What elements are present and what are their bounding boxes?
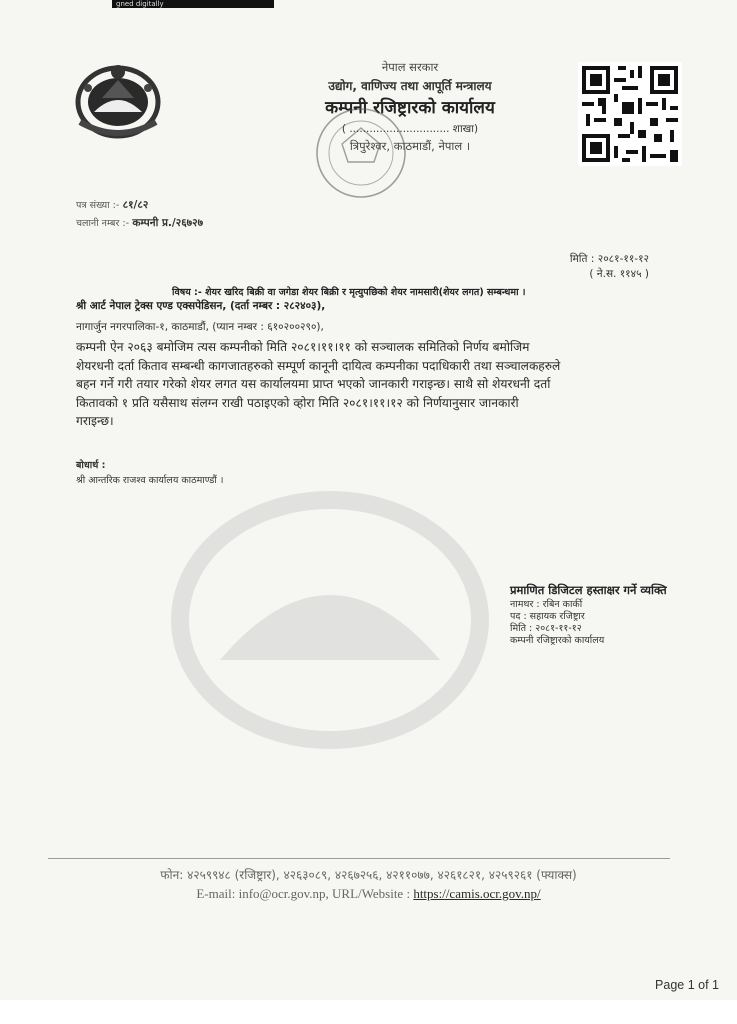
signatory-position: पद : सहायक रजिष्ट्रार: [510, 611, 585, 622]
signatory-name: नामथर : रबिन कार्की: [510, 599, 583, 610]
letter-body: [76, 338, 676, 431]
nepal-emblem-icon: [72, 58, 164, 140]
ministry-name: उद्योग, वाणिज्य तथा आपूर्ति मन्त्रालय: [328, 79, 492, 93]
addressee-name: श्री आर्ट नेपाल ट्रेक्स एण्ड एक्सपेडिसन, (दर्ता नम्बर : २८२४०३),: [76, 300, 326, 312]
letter-number-label: पत्र संख्या :-: [76, 200, 120, 211]
footer-phones: फोन: ४२५९९४८ (रजिष्ट्रार), ४२६३०८९, ४२६७२५६, ४२११०७७, ४२६१८२१, ४२५९२६१ (फ्याक्स): [160, 868, 577, 882]
page-indicator: Page 1 of 1: [655, 978, 719, 992]
addressee-address: नागार्जुन नगरपालिका-१, काठमाडौं, (प्यान नम्बर : ६१०२००२९०),: [76, 321, 324, 333]
body-line: शेयरधनी दर्ता किताव सम्बन्धी कागजातहरुको सम्पूर्ण कानूनी दायित्व कम्पनीका पदाधिकारी तथा सञ्चालकहरुले: [76, 358, 561, 373]
letter-date: [570, 252, 649, 282]
subject-line: विषय :- शेयर खरिद बिक्री वा जगेडा शेयर बिक्री र मृत्युपछिको शेयर नामसारी(शेयर लगत) सम्बन्धमा ।: [172, 287, 526, 298]
signature-banner: gned digitally: [112, 0, 274, 8]
website-link[interactable]: https://camis.ocr.gov.np/: [413, 886, 541, 901]
addressee: [76, 298, 325, 335]
body-line: कितावको १ प्रति यसैसाथ संलग्न राखी पठाइएको व्होरा मिति २०८१।११।१२ को निर्णयानुसार जानकारी: [76, 395, 519, 410]
dispatch-number-label: चलानी नम्बर :-: [76, 218, 130, 229]
body-line: बहन गर्ने गरी तयार गरेको शेयर लगत यस कार्यालयमा प्राप्त भएको जानकारी गराइन्छ। साथै सो शेयरधनी दर्ता: [76, 377, 551, 391]
footer-contact: [0, 886, 737, 902]
letter-number-row: [76, 198, 203, 212]
dispatch-number-value: कम्पनी प्र./२६७२७: [132, 217, 204, 229]
government-name: नेपाल सरकार: [381, 60, 439, 74]
emblem-watermark-icon: [130, 470, 530, 770]
letter-number-value: ८१/८२: [122, 199, 149, 211]
nepal-sambat-line: ( ने.स. ११४५ ): [589, 268, 649, 280]
footer-divider: [48, 858, 670, 859]
branch-line: ( .............................. शाखा): [341, 123, 479, 135]
date-line: मिति : २०८१-११-१२: [569, 253, 649, 265]
body-line: गराइन्छ।: [76, 414, 114, 428]
signature-title: प्रमाणित डिजिटल हस्ताक्षर गर्ने व्यक्ति: [510, 583, 667, 597]
reference-numbers: [76, 198, 203, 234]
signature-block: [510, 584, 667, 647]
office-name: कम्पनी रजिष्ट्रारको कार्यालय: [325, 98, 495, 118]
footer-email: E-mail: info@ocr.gov.np, URL/Website :: [196, 886, 411, 901]
body-line: कम्पनी ऐन २०६३ बमोजिम त्यस कम्पनीको मिति २०८१।११।११ को सञ्चालक समितिको निर्णय बमोजिम: [76, 340, 530, 354]
office-stamp-icon: [312, 104, 410, 202]
signatory-office: कम्पनी रजिष्ट्रारको कार्यालय: [510, 635, 605, 646]
qr-code-icon: [578, 62, 682, 166]
office-location: त्रिपुरेश्वर, काठमाडौं, नेपाल ।: [349, 139, 471, 153]
dispatch-number-row: [76, 216, 203, 230]
signature-date: मिति : २०८१-११-१२: [510, 623, 582, 634]
cc-label: बोधार्थ :: [76, 460, 106, 471]
cc-entry: श्री आन्तरिक राजश्व कार्यालय काठमाण्डौं ।: [76, 475, 224, 486]
